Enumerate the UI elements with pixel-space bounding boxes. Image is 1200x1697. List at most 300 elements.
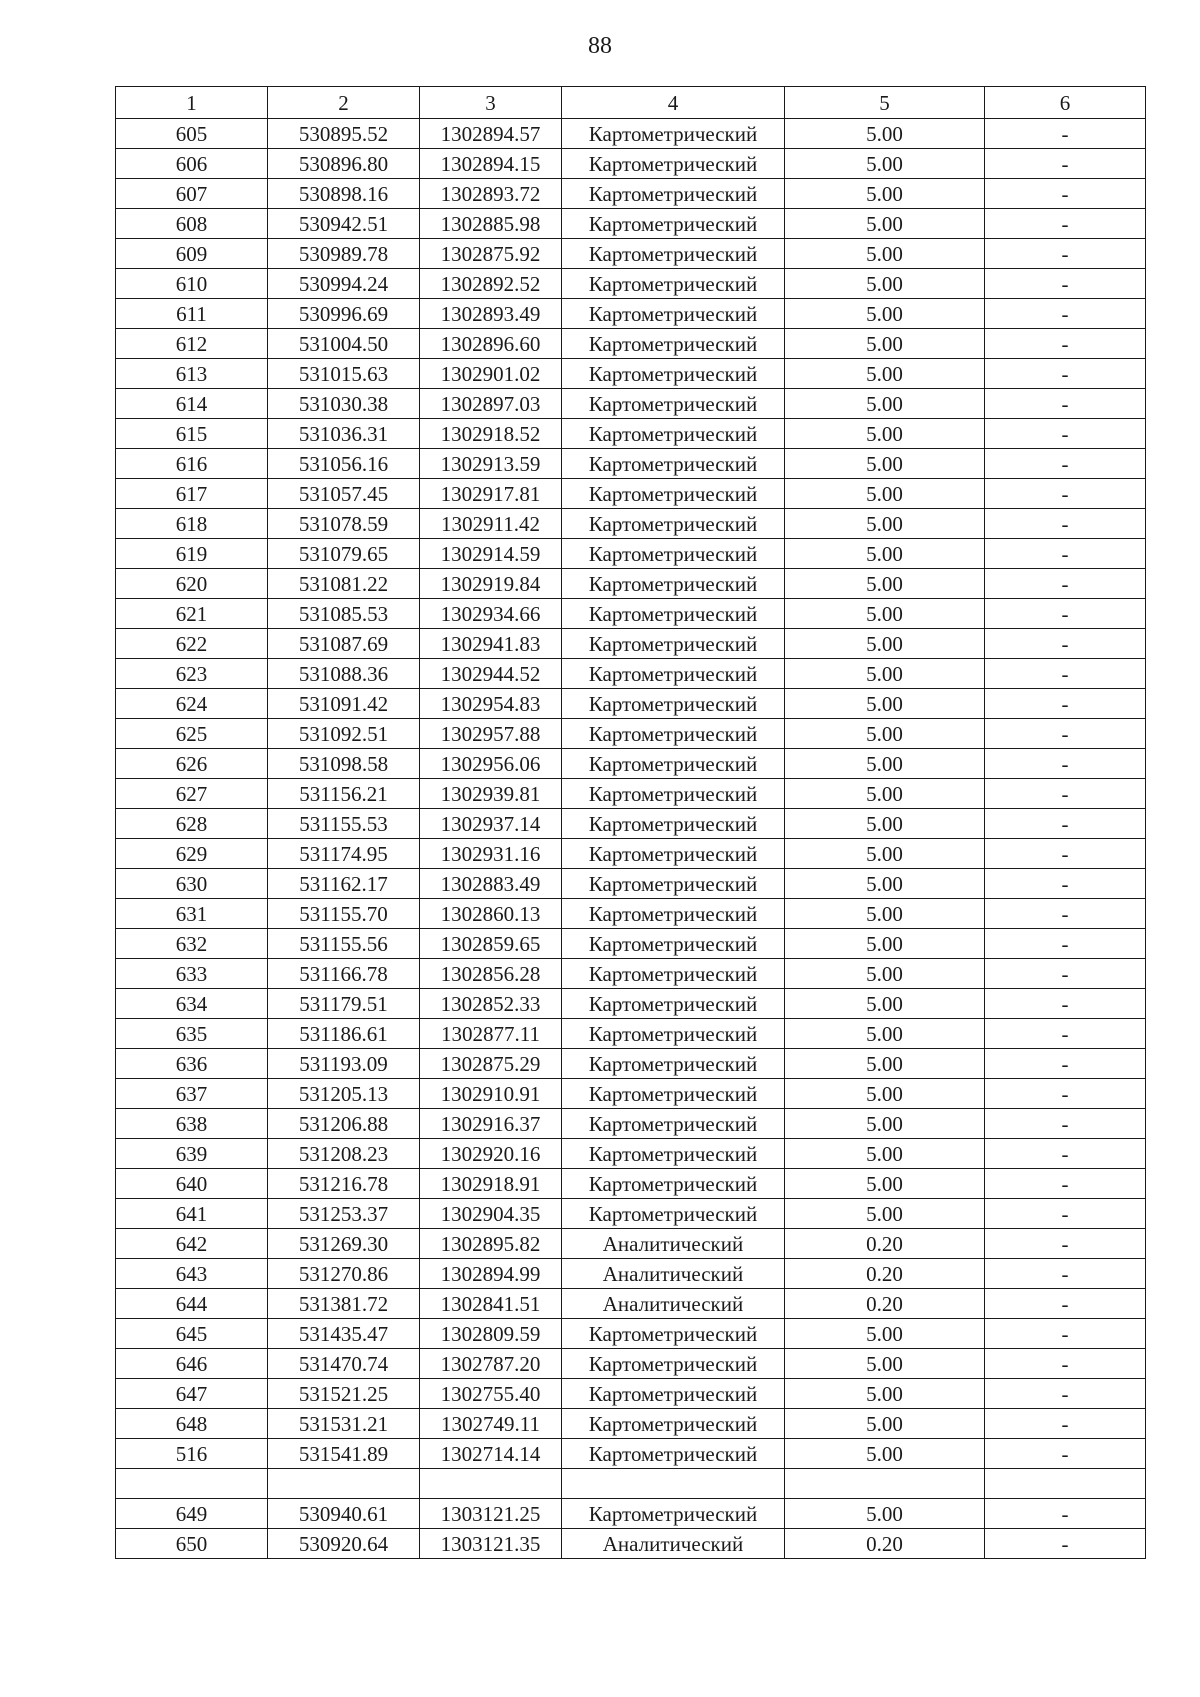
point-number-cell: 640 bbox=[116, 1169, 268, 1199]
accuracy-cell: 5.00 bbox=[785, 1379, 985, 1409]
description-cell: - bbox=[985, 299, 1146, 329]
method-cell: Картометрический bbox=[562, 1319, 785, 1349]
page-number: 88 bbox=[588, 33, 612, 59]
method-cell: Картометрический bbox=[562, 1109, 785, 1139]
accuracy-cell: 5.00 bbox=[785, 299, 985, 329]
description-cell: - bbox=[985, 1139, 1146, 1169]
method-cell: Картометрический bbox=[562, 839, 785, 869]
accuracy-cell: 5.00 bbox=[785, 1079, 985, 1109]
accuracy-cell: 5.00 bbox=[785, 1109, 985, 1139]
x-coordinate-cell: 531531.21 bbox=[268, 1409, 420, 1439]
description-cell: - bbox=[985, 989, 1146, 1019]
table-row bbox=[116, 299, 1146, 329]
method-cell: Картометрический bbox=[562, 779, 785, 809]
accuracy-cell: 5.00 bbox=[785, 1139, 985, 1169]
y-coordinate-cell: 1302904.35 bbox=[420, 1199, 562, 1229]
accuracy-cell: 5.00 bbox=[785, 509, 985, 539]
description-cell: - bbox=[985, 869, 1146, 899]
x-coordinate-cell: 531174.95 bbox=[268, 839, 420, 869]
point-number-cell: 626 bbox=[116, 749, 268, 779]
y-coordinate-cell: 1302910.91 bbox=[420, 1079, 562, 1109]
accuracy-cell bbox=[785, 1469, 985, 1499]
table-row bbox=[116, 689, 1146, 719]
accuracy-cell: 5.00 bbox=[785, 1019, 985, 1049]
point-number-cell: 642 bbox=[116, 1229, 268, 1259]
method-cell: Картометрический bbox=[562, 929, 785, 959]
header-cell-x: 2 bbox=[268, 87, 420, 119]
y-coordinate-cell: 1302957.88 bbox=[420, 719, 562, 749]
table-row bbox=[116, 389, 1146, 419]
table-row bbox=[116, 479, 1146, 509]
accuracy-cell: 5.00 bbox=[785, 1439, 985, 1469]
point-number-cell: 632 bbox=[116, 929, 268, 959]
x-coordinate-cell: 531193.09 bbox=[268, 1049, 420, 1079]
x-coordinate-cell: 531087.69 bbox=[268, 629, 420, 659]
x-coordinate-cell: 531015.63 bbox=[268, 359, 420, 389]
x-coordinate-cell: 531186.61 bbox=[268, 1019, 420, 1049]
method-cell: Картометрический bbox=[562, 359, 785, 389]
x-coordinate-cell: 531098.58 bbox=[268, 749, 420, 779]
description-cell: - bbox=[985, 689, 1146, 719]
y-coordinate-cell: 1303121.25 bbox=[420, 1499, 562, 1529]
description-cell: - bbox=[985, 779, 1146, 809]
header-cell-accuracy: 5 bbox=[785, 87, 985, 119]
point-number-cell: 646 bbox=[116, 1349, 268, 1379]
x-coordinate-cell: 531088.36 bbox=[268, 659, 420, 689]
point-number-cell: 624 bbox=[116, 689, 268, 719]
accuracy-cell: 5.00 bbox=[785, 689, 985, 719]
table-row bbox=[116, 929, 1146, 959]
description-cell bbox=[985, 1469, 1146, 1499]
table-row bbox=[116, 1259, 1146, 1289]
y-coordinate-cell: 1302892.52 bbox=[420, 269, 562, 299]
description-cell: - bbox=[985, 509, 1146, 539]
x-coordinate-cell: 531155.56 bbox=[268, 929, 420, 959]
point-number-cell: 611 bbox=[116, 299, 268, 329]
accuracy-cell: 5.00 bbox=[785, 389, 985, 419]
method-cell: Аналитический bbox=[562, 1259, 785, 1289]
accuracy-cell: 5.00 bbox=[785, 599, 985, 629]
description-cell: - bbox=[985, 479, 1146, 509]
table-row bbox=[116, 1499, 1146, 1529]
x-coordinate-cell: 531269.30 bbox=[268, 1229, 420, 1259]
method-cell: Картометрический bbox=[562, 989, 785, 1019]
description-cell: - bbox=[985, 1169, 1146, 1199]
description-cell: - bbox=[985, 1079, 1146, 1109]
table-row bbox=[116, 1079, 1146, 1109]
accuracy-cell: 0.20 bbox=[785, 1229, 985, 1259]
accuracy-cell: 5.00 bbox=[785, 209, 985, 239]
y-coordinate-cell: 1302755.40 bbox=[420, 1379, 562, 1409]
table-row bbox=[116, 239, 1146, 269]
accuracy-cell: 5.00 bbox=[785, 719, 985, 749]
y-coordinate-cell: 1302877.11 bbox=[420, 1019, 562, 1049]
y-coordinate-cell: 1302911.42 bbox=[420, 509, 562, 539]
y-coordinate-cell: 1302852.33 bbox=[420, 989, 562, 1019]
method-cell: Картометрический bbox=[562, 449, 785, 479]
point-number-cell: 621 bbox=[116, 599, 268, 629]
method-cell: Картометрический bbox=[562, 569, 785, 599]
y-coordinate-cell: 1302859.65 bbox=[420, 929, 562, 959]
point-number-cell: 631 bbox=[116, 899, 268, 929]
point-number-cell: 644 bbox=[116, 1289, 268, 1319]
table-row bbox=[116, 629, 1146, 659]
header-cell-point-number: 1 bbox=[116, 87, 268, 119]
point-number-cell: 623 bbox=[116, 659, 268, 689]
table-row bbox=[116, 119, 1146, 149]
method-cell: Картометрический bbox=[562, 1079, 785, 1109]
description-cell: - bbox=[985, 149, 1146, 179]
description-cell: - bbox=[985, 809, 1146, 839]
method-cell: Картометрический bbox=[562, 149, 785, 179]
accuracy-cell: 5.00 bbox=[785, 1319, 985, 1349]
x-coordinate-cell: 531078.59 bbox=[268, 509, 420, 539]
table-row bbox=[116, 1199, 1146, 1229]
y-coordinate-cell: 1302894.57 bbox=[420, 119, 562, 149]
y-coordinate-cell: 1302787.20 bbox=[420, 1349, 562, 1379]
y-coordinate-cell: 1303121.35 bbox=[420, 1529, 562, 1559]
y-coordinate-cell: 1302894.15 bbox=[420, 149, 562, 179]
accuracy-cell: 5.00 bbox=[785, 359, 985, 389]
y-coordinate-cell: 1302934.66 bbox=[420, 599, 562, 629]
accuracy-cell: 5.00 bbox=[785, 479, 985, 509]
point-number-cell: 643 bbox=[116, 1259, 268, 1289]
y-coordinate-cell: 1302714.14 bbox=[420, 1439, 562, 1469]
accuracy-cell: 5.00 bbox=[785, 269, 985, 299]
accuracy-cell: 5.00 bbox=[785, 539, 985, 569]
coordinates-table bbox=[115, 86, 1146, 1559]
y-coordinate-cell: 1302901.02 bbox=[420, 359, 562, 389]
accuracy-cell: 5.00 bbox=[785, 179, 985, 209]
method-cell: Картометрический bbox=[562, 659, 785, 689]
y-coordinate-cell: 1302916.37 bbox=[420, 1109, 562, 1139]
x-coordinate-cell: 530989.78 bbox=[268, 239, 420, 269]
point-number-cell: 613 bbox=[116, 359, 268, 389]
table-row bbox=[116, 1469, 1146, 1499]
description-cell: - bbox=[985, 719, 1146, 749]
header-cell-method: 4 bbox=[562, 87, 785, 119]
table-row bbox=[116, 779, 1146, 809]
method-cell: Картометрический bbox=[562, 479, 785, 509]
y-coordinate-cell: 1302914.59 bbox=[420, 539, 562, 569]
x-coordinate-cell: 531036.31 bbox=[268, 419, 420, 449]
point-number-cell: 649 bbox=[116, 1499, 268, 1529]
x-coordinate-cell: 531435.47 bbox=[268, 1319, 420, 1349]
x-coordinate-cell: 531381.72 bbox=[268, 1289, 420, 1319]
x-coordinate-cell: 530898.16 bbox=[268, 179, 420, 209]
description-cell: - bbox=[985, 599, 1146, 629]
method-cell: Картометрический bbox=[562, 1139, 785, 1169]
table-row bbox=[116, 839, 1146, 869]
point-number-cell: 650 bbox=[116, 1529, 268, 1559]
x-coordinate-cell: 531092.51 bbox=[268, 719, 420, 749]
x-coordinate-cell: 530942.51 bbox=[268, 209, 420, 239]
table-row bbox=[116, 449, 1146, 479]
accuracy-cell: 5.00 bbox=[785, 449, 985, 479]
description-cell: - bbox=[985, 1019, 1146, 1049]
description-cell: - bbox=[985, 1529, 1146, 1559]
table-row bbox=[116, 749, 1146, 779]
method-cell: Картометрический bbox=[562, 1379, 785, 1409]
y-coordinate-cell: 1302875.29 bbox=[420, 1049, 562, 1079]
point-number-cell: 516 bbox=[116, 1439, 268, 1469]
table-row bbox=[116, 1409, 1146, 1439]
x-coordinate-cell: 531056.16 bbox=[268, 449, 420, 479]
table-row bbox=[116, 869, 1146, 899]
y-coordinate-cell: 1302885.98 bbox=[420, 209, 562, 239]
method-cell: Картометрический bbox=[562, 509, 785, 539]
accuracy-cell: 5.00 bbox=[785, 809, 985, 839]
description-cell: - bbox=[985, 1409, 1146, 1439]
point-number-cell: 648 bbox=[116, 1409, 268, 1439]
method-cell: Картометрический bbox=[562, 269, 785, 299]
method-cell: Картометрический bbox=[562, 959, 785, 989]
description-cell: - bbox=[985, 929, 1146, 959]
table-row bbox=[116, 539, 1146, 569]
x-coordinate-cell: 531253.37 bbox=[268, 1199, 420, 1229]
point-number-cell: 607 bbox=[116, 179, 268, 209]
x-coordinate-cell: 531216.78 bbox=[268, 1169, 420, 1199]
description-cell: - bbox=[985, 1229, 1146, 1259]
table-row bbox=[116, 809, 1146, 839]
y-coordinate-cell: 1302954.83 bbox=[420, 689, 562, 719]
description-cell: - bbox=[985, 209, 1146, 239]
description-cell: - bbox=[985, 539, 1146, 569]
table-row bbox=[116, 1529, 1146, 1559]
x-coordinate-cell: 531206.88 bbox=[268, 1109, 420, 1139]
y-coordinate-cell: 1302896.60 bbox=[420, 329, 562, 359]
accuracy-cell: 5.00 bbox=[785, 959, 985, 989]
table-row bbox=[116, 1439, 1146, 1469]
description-cell: - bbox=[985, 1049, 1146, 1079]
description-cell: - bbox=[985, 659, 1146, 689]
point-number-cell: 618 bbox=[116, 509, 268, 539]
point-number-cell: 606 bbox=[116, 149, 268, 179]
method-cell: Картометрический bbox=[562, 809, 785, 839]
table-row bbox=[116, 1229, 1146, 1259]
x-coordinate-cell: 531057.45 bbox=[268, 479, 420, 509]
table-row bbox=[116, 989, 1146, 1019]
table-row bbox=[116, 1019, 1146, 1049]
y-coordinate-cell: 1302939.81 bbox=[420, 779, 562, 809]
x-coordinate-cell: 530920.64 bbox=[268, 1529, 420, 1559]
y-coordinate-cell: 1302941.83 bbox=[420, 629, 562, 659]
accuracy-cell: 5.00 bbox=[785, 869, 985, 899]
method-cell: Картометрический bbox=[562, 119, 785, 149]
accuracy-cell: 5.00 bbox=[785, 1409, 985, 1439]
accuracy-cell: 5.00 bbox=[785, 329, 985, 359]
y-coordinate-cell: 1302749.11 bbox=[420, 1409, 562, 1439]
description-cell: - bbox=[985, 269, 1146, 299]
y-coordinate-cell: 1302918.91 bbox=[420, 1169, 562, 1199]
description-cell: - bbox=[985, 1109, 1146, 1139]
y-coordinate-cell: 1302937.14 bbox=[420, 809, 562, 839]
x-coordinate-cell: 531091.42 bbox=[268, 689, 420, 719]
description-cell: - bbox=[985, 629, 1146, 659]
table-row bbox=[116, 419, 1146, 449]
method-cell: Картометрический bbox=[562, 239, 785, 269]
method-cell: Картометрический bbox=[562, 209, 785, 239]
method-cell: Картометрический bbox=[562, 1019, 785, 1049]
y-coordinate-cell: 1302883.49 bbox=[420, 869, 562, 899]
point-number-cell: 633 bbox=[116, 959, 268, 989]
y-coordinate-cell: 1302860.13 bbox=[420, 899, 562, 929]
method-cell: Картометрический bbox=[562, 719, 785, 749]
point-number-cell: 629 bbox=[116, 839, 268, 869]
x-coordinate-cell: 531270.86 bbox=[268, 1259, 420, 1289]
accuracy-cell: 5.00 bbox=[785, 419, 985, 449]
method-cell: Картометрический bbox=[562, 1409, 785, 1439]
point-number-cell: 636 bbox=[116, 1049, 268, 1079]
accuracy-cell: 5.00 bbox=[785, 749, 985, 779]
table-row bbox=[116, 1109, 1146, 1139]
description-cell: - bbox=[985, 749, 1146, 779]
table-row bbox=[116, 179, 1146, 209]
x-coordinate-cell: 530896.80 bbox=[268, 149, 420, 179]
point-number-cell: 639 bbox=[116, 1139, 268, 1169]
accuracy-cell: 5.00 bbox=[785, 1199, 985, 1229]
description-cell: - bbox=[985, 1259, 1146, 1289]
y-coordinate-cell: 1302895.82 bbox=[420, 1229, 562, 1259]
table-row bbox=[116, 569, 1146, 599]
table-row bbox=[116, 329, 1146, 359]
point-number-cell: 619 bbox=[116, 539, 268, 569]
method-cell: Аналитический bbox=[562, 1229, 785, 1259]
x-coordinate-cell bbox=[268, 1469, 420, 1499]
point-number-cell bbox=[116, 1469, 268, 1499]
table-row bbox=[116, 1379, 1146, 1409]
method-cell: Картометрический bbox=[562, 689, 785, 719]
method-cell: Картометрический bbox=[562, 299, 785, 329]
table-row bbox=[116, 1139, 1146, 1169]
accuracy-cell: 5.00 bbox=[785, 149, 985, 179]
y-coordinate-cell: 1302809.59 bbox=[420, 1319, 562, 1349]
description-cell: - bbox=[985, 1439, 1146, 1469]
description-cell: - bbox=[985, 1379, 1146, 1409]
x-coordinate-cell: 531208.23 bbox=[268, 1139, 420, 1169]
table-row bbox=[116, 1289, 1146, 1319]
point-number-cell: 625 bbox=[116, 719, 268, 749]
point-number-cell: 616 bbox=[116, 449, 268, 479]
point-number-cell: 620 bbox=[116, 569, 268, 599]
point-number-cell: 647 bbox=[116, 1379, 268, 1409]
header-cell-y: 3 bbox=[420, 87, 562, 119]
point-number-cell: 630 bbox=[116, 869, 268, 899]
method-cell: Картометрический bbox=[562, 419, 785, 449]
table-row bbox=[116, 149, 1146, 179]
method-cell: Картометрический bbox=[562, 629, 785, 659]
description-cell: - bbox=[985, 1289, 1146, 1319]
table-row bbox=[116, 209, 1146, 239]
point-number-cell: 637 bbox=[116, 1079, 268, 1109]
x-coordinate-cell: 531004.50 bbox=[268, 329, 420, 359]
description-cell: - bbox=[985, 1349, 1146, 1379]
point-number-cell: 610 bbox=[116, 269, 268, 299]
accuracy-cell: 0.20 bbox=[785, 1529, 985, 1559]
x-coordinate-cell: 531541.89 bbox=[268, 1439, 420, 1469]
method-cell: Картометрический bbox=[562, 1199, 785, 1229]
y-coordinate-cell: 1302931.16 bbox=[420, 839, 562, 869]
method-cell: Картометрический bbox=[562, 1169, 785, 1199]
point-number-cell: 634 bbox=[116, 989, 268, 1019]
x-coordinate-cell: 530996.69 bbox=[268, 299, 420, 329]
method-cell: Картометрический bbox=[562, 1049, 785, 1079]
description-cell: - bbox=[985, 899, 1146, 929]
table-row bbox=[116, 1349, 1146, 1379]
y-coordinate-cell: 1302893.72 bbox=[420, 179, 562, 209]
y-coordinate-cell: 1302956.06 bbox=[420, 749, 562, 779]
x-coordinate-cell: 531205.13 bbox=[268, 1079, 420, 1109]
point-number-cell: 608 bbox=[116, 209, 268, 239]
accuracy-cell: 5.00 bbox=[785, 1349, 985, 1379]
table-row bbox=[116, 1319, 1146, 1349]
method-cell: Картометрический bbox=[562, 329, 785, 359]
x-coordinate-cell: 531179.51 bbox=[268, 989, 420, 1019]
y-coordinate-cell: 1302913.59 bbox=[420, 449, 562, 479]
method-cell: Аналитический bbox=[562, 1289, 785, 1319]
y-coordinate-cell: 1302841.51 bbox=[420, 1289, 562, 1319]
accuracy-cell: 5.00 bbox=[785, 839, 985, 869]
table-row bbox=[116, 1169, 1146, 1199]
method-cell: Картометрический bbox=[562, 1349, 785, 1379]
y-coordinate-cell: 1302919.84 bbox=[420, 569, 562, 599]
point-number-cell: 615 bbox=[116, 419, 268, 449]
x-coordinate-cell: 531030.38 bbox=[268, 389, 420, 419]
y-coordinate-cell: 1302893.49 bbox=[420, 299, 562, 329]
point-number-cell: 641 bbox=[116, 1199, 268, 1229]
x-coordinate-cell: 531156.21 bbox=[268, 779, 420, 809]
accuracy-cell: 5.00 bbox=[785, 1499, 985, 1529]
table-row bbox=[116, 659, 1146, 689]
accuracy-cell: 0.20 bbox=[785, 1259, 985, 1289]
description-cell: - bbox=[985, 119, 1146, 149]
accuracy-cell: 5.00 bbox=[785, 569, 985, 599]
point-number-cell: 609 bbox=[116, 239, 268, 269]
description-cell: - bbox=[985, 449, 1146, 479]
method-cell: Картометрический bbox=[562, 389, 785, 419]
y-coordinate-cell: 1302918.52 bbox=[420, 419, 562, 449]
point-number-cell: 617 bbox=[116, 479, 268, 509]
method-cell: Аналитический bbox=[562, 1529, 785, 1559]
description-cell: - bbox=[985, 389, 1146, 419]
point-number-cell: 622 bbox=[116, 629, 268, 659]
x-coordinate-cell: 531081.22 bbox=[268, 569, 420, 599]
description-cell: - bbox=[985, 569, 1146, 599]
accuracy-cell: 5.00 bbox=[785, 989, 985, 1019]
y-coordinate-cell: 1302917.81 bbox=[420, 479, 562, 509]
y-coordinate-cell: 1302944.52 bbox=[420, 659, 562, 689]
table-row bbox=[116, 599, 1146, 629]
method-cell: Картометрический bbox=[562, 599, 785, 629]
method-cell: Картометрический bbox=[562, 179, 785, 209]
table-row bbox=[116, 719, 1146, 749]
point-number-cell: 612 bbox=[116, 329, 268, 359]
method-cell: Картометрический bbox=[562, 1499, 785, 1529]
accuracy-cell: 5.00 bbox=[785, 239, 985, 269]
x-coordinate-cell: 531162.17 bbox=[268, 869, 420, 899]
y-coordinate-cell: 1302920.16 bbox=[420, 1139, 562, 1169]
table-row bbox=[116, 509, 1146, 539]
accuracy-cell: 5.00 bbox=[785, 929, 985, 959]
x-coordinate-cell: 531155.70 bbox=[268, 899, 420, 929]
table-row bbox=[116, 1049, 1146, 1079]
x-coordinate-cell: 530940.61 bbox=[268, 1499, 420, 1529]
point-number-cell: 638 bbox=[116, 1109, 268, 1139]
description-cell: - bbox=[985, 959, 1146, 989]
x-coordinate-cell: 531521.25 bbox=[268, 1379, 420, 1409]
point-number-cell: 635 bbox=[116, 1019, 268, 1049]
accuracy-cell: 5.00 bbox=[785, 659, 985, 689]
